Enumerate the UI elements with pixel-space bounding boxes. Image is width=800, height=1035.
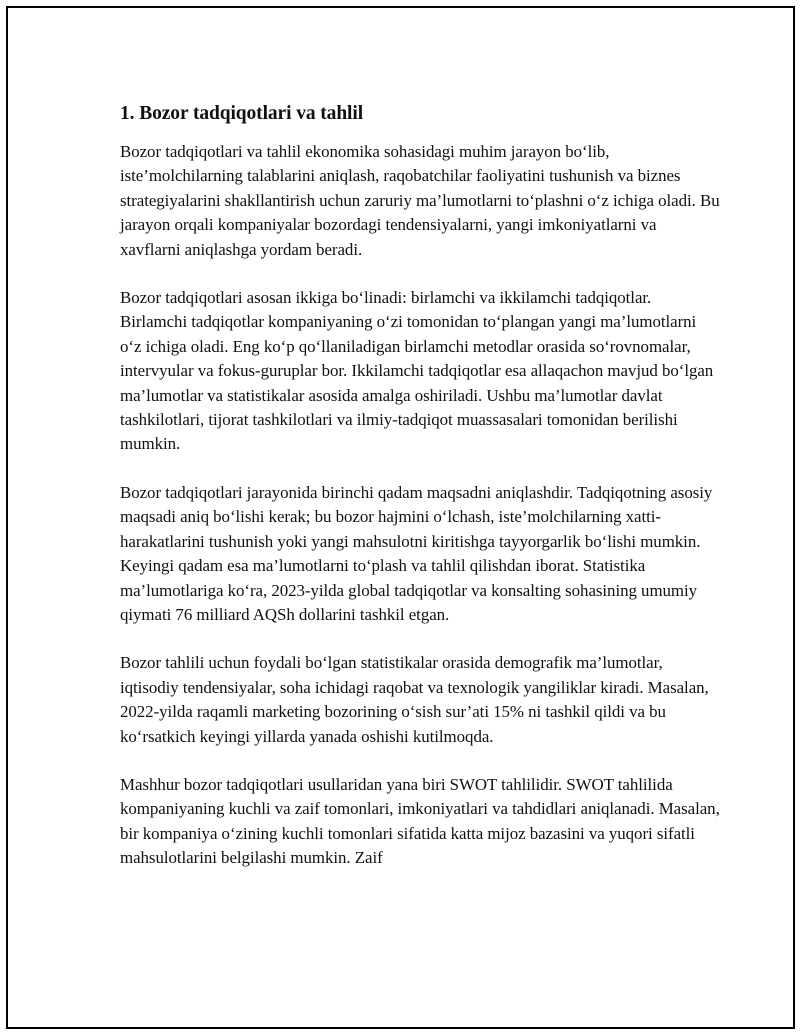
paragraph-3: Bozor tadqiqotlari jarayonida birinchi qadam maqsadni aniqlashdir. Tadqiqotning asosiy maqsadi aniq bo‘lishi kerak; bu bozor hajmini o‘lchash, iste’molchilarning xatti-harakatlarini tushunish yoki yangi mahsulotni kiritishga tayyorgarlik bo‘lishi mumkin. Keyingi qadam esa ma’lumotlarni to‘plash va tahlil qilishdan iborat. Statistika ma’lumotlariga ko‘ra, 2023-yilda global tadqiqotlar va konsalting sohasining umumiy qiymati 76 milliard AQSh dollarini tashkil etgan. (120, 482, 713, 624)
paragraph-4: Bozor tahlili uchun foydali bo‘lgan statistikalar orasida demografik ma’lumotlar, iqtisodiy tendensiyalar, soha ichidagi raqobat va texnologik yangiliklar kiradi. Masalan, 2022-yilda raqamli marketing bozorining o‘sish sur’ati 15% ni tashkil qildi va bu ko‘rsatkich keyingi yillarda yanada oshishi kutilmoqda. (120, 653, 709, 746)
paragraph-2: Bozor tadqiqotlari asosan ikkiga bo‘linadi: birlamchi va ikkilamchi tadqiqotlar. Birlamchi tadqiqotlar kompaniyaning o‘zi tomonidan to‘plangan yangi ma’lumotlarni o‘z ichiga oladi. Eng ko‘p qo‘llaniladigan birlamchi metodlar orasida so‘rovnomalar, intervyular va fokus-guruplar bor. Ikkilamchi tadqiqotlar esa allaqachon mavjud bo‘lgan ma’lumotlar va statistikalar asosida amalga oshiriladi. Ushbu ma’lumotlar davlat tashkilotlari, tijorat tashkilotlari va ilmiy-tadqiqot muassasalari tomonidan berilishi mumkin. (120, 288, 714, 454)
section-heading: 1. Bozor tadqiqotlari va tahlil (120, 103, 364, 124)
page-border (6, 6, 795, 1029)
document-body (120, 100, 720, 895)
paragraph-5: Mashhur bozor tadqiqotlari usullaridan yana biri SWOT tahlilidir. SWOT tahlilida kompaniyaning kuchli va zaif tomonlari, imkoniyatlari va tahdidlari aniqlanadi. Masalan, bir kompaniya o‘zining kuchli tomonlari sifatida katta mijoz bazasini va yuqori sifatli mahsulotlarini belgilashi mumkin. Zaif (120, 774, 720, 868)
paragraph-1: Bozor tadqiqotlari va tahlil ekonomika sohasidagi muhim jarayon bo‘lib, iste’molchilarning talablarini aniqlash, raqobatchilar faoliyatini tushunish va biznes strategiyalarini shakllantirish uchun zaruriy ma’lumotlarni to‘plashni o‘z ichiga oladi. Bu jarayon orqali kompaniyalar bozordagi tendensiyalarni, yangi imkoniyatlarni va xavflarni aniqlashga yordam beradi. (120, 142, 720, 259)
